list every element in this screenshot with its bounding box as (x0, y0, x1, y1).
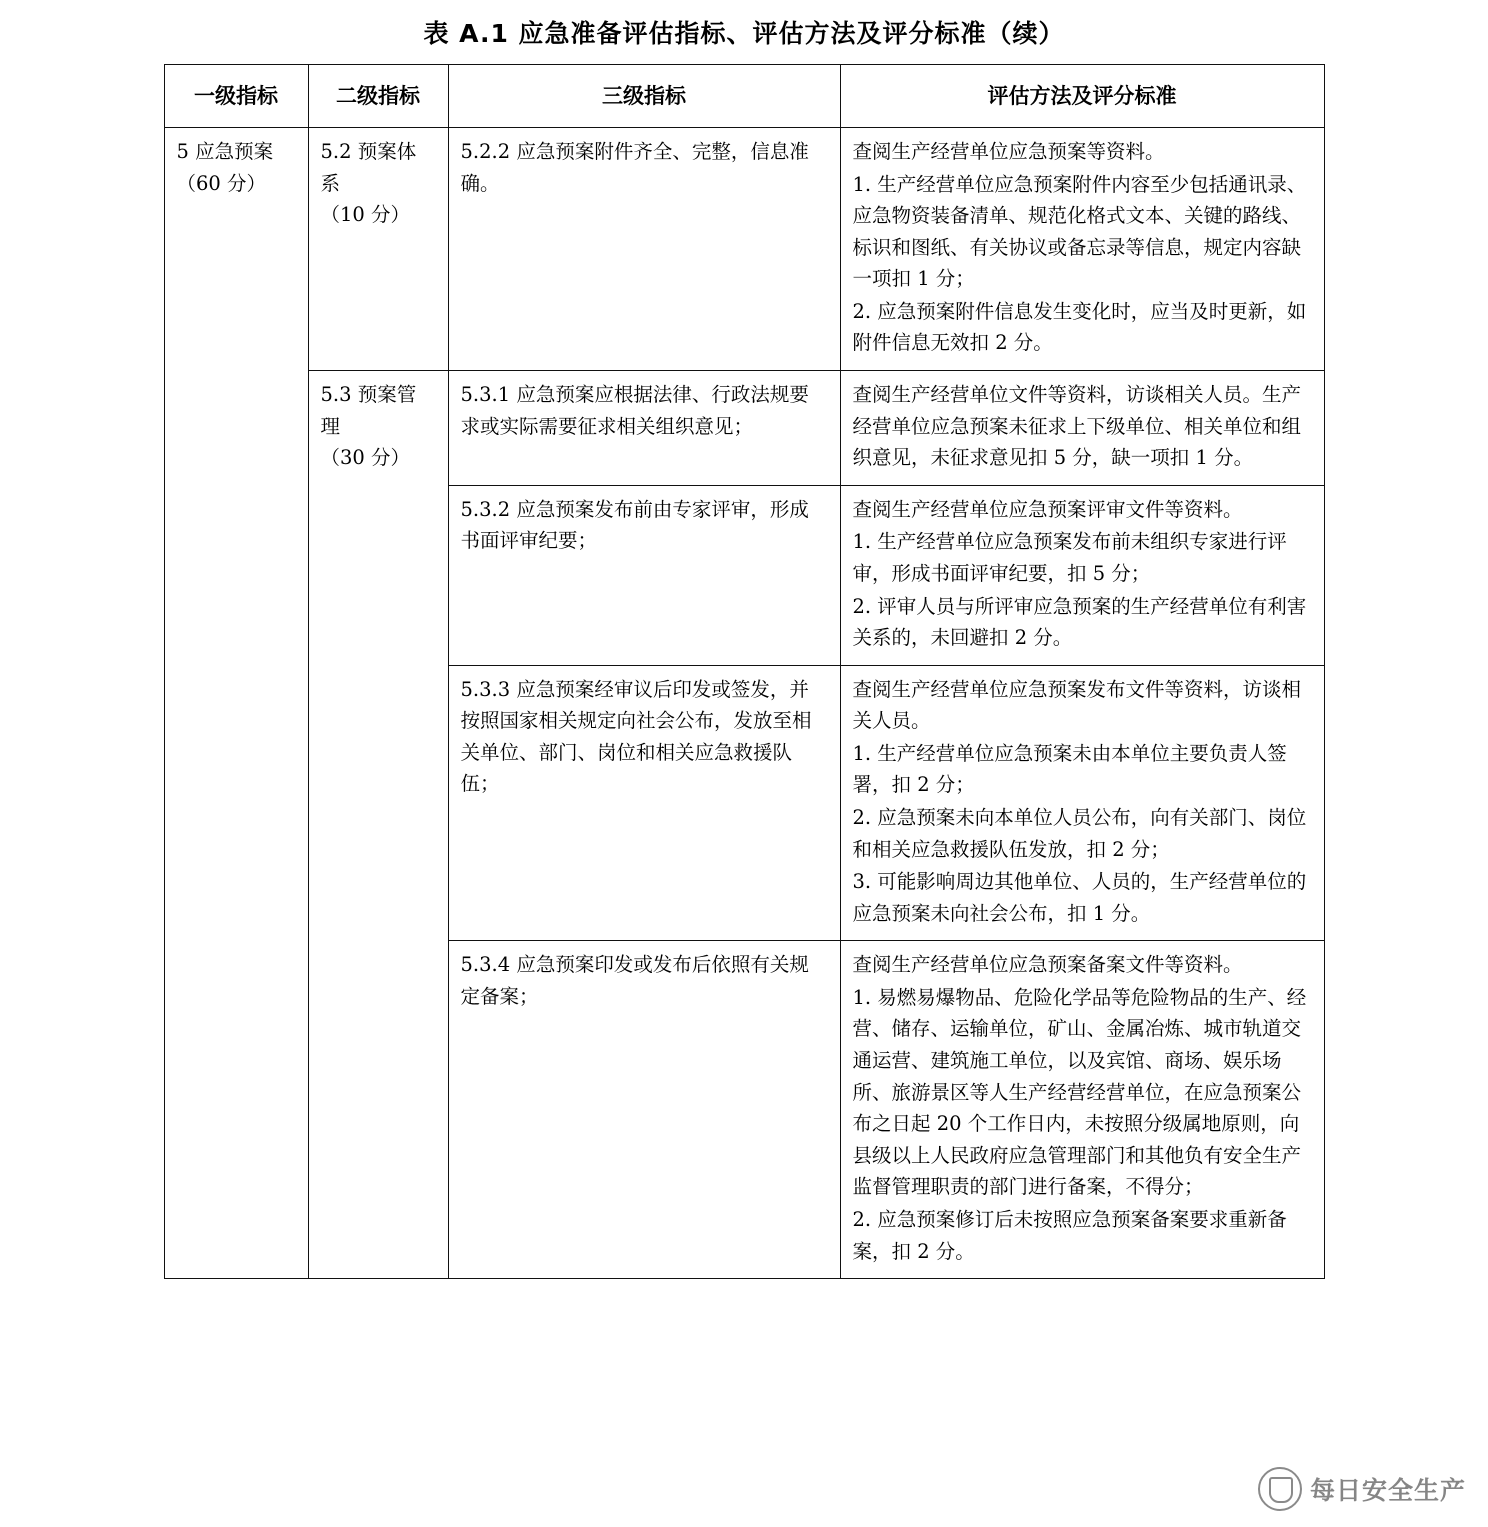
level3-indicator-532: 5.3.2 应急预案发布前由专家评审，形成书面评审纪要； (448, 485, 840, 665)
column-header-level3: 三级指标 (448, 65, 840, 128)
method-line: 2. 应急预案修订后未按照应急预案备案要求重新备案，扣 2 分。 (852, 1207, 1287, 1263)
shield-logo-icon (1258, 1467, 1302, 1511)
method-cell-533 (840, 665, 1324, 941)
level3-indicator-534: 5.3.4 应急预案印发或发布后依照有关规定备案； (448, 941, 840, 1279)
method-line: 2. 应急预案未向本单位人员公布，向有关部门、岗位和相关应急救援队伍发放，扣 2 分； (852, 806, 1307, 861)
method-line: 1. 生产经营单位应急预案发布前未组织专家进行评审，形成书面评审纪要，扣 5 分； (852, 530, 1287, 585)
method-line: 查阅生产经营单位文件等资料，访谈相关人员。生产经营单位应急预案未征求上下级单位、相关单位和组织意见，未征求意见扣 5 分，缺一项扣 1 分。 (852, 383, 1302, 470)
method-line: 2. 应急预案附件信息发生变化时，应当及时更新，如附件信息无效扣 2 分。 (852, 299, 1307, 355)
method-line: 2. 评审人员与所评审应急预案的生产经营单位有利害关系的，未回避扣 2 分。 (852, 594, 1307, 650)
method-cell-531 (840, 371, 1324, 486)
level2-52-score: （10 分） (320, 203, 411, 227)
assessment-table (164, 64, 1325, 1279)
level2-53-score: （30 分） (320, 446, 411, 470)
level2-indicator-cell-52 (308, 128, 448, 371)
page-title: 表 A.1 应急准备评估指标、评估方法及评分标准（续） (423, 19, 1065, 48)
level2-53-line1: 5.3 预案管 (320, 383, 417, 407)
watermark-text: 每日安全生产 (1309, 1476, 1466, 1505)
method-line: 查阅生产经营单位应急预案备案文件等资料。 (852, 953, 1243, 977)
level2-52-line1: 5.2 预案体 (320, 140, 417, 164)
column-header-level1: 一级指标 (164, 65, 308, 128)
watermark (1258, 1467, 1466, 1511)
method-line: 1. 生产经营单位应急预案未由本单位主要负责人签署，扣 2 分； (852, 741, 1287, 797)
level3-indicator-531: 5.3.1 应急预案应根据法律、行政法规要求或实际需要征求相关组织意见； (448, 371, 840, 486)
method-cell-522 (840, 128, 1324, 371)
table-row (164, 128, 1324, 371)
method-line: 查阅生产经营单位应急预案发布文件等资料，访谈相关人员。 (852, 677, 1302, 733)
method-line: 查阅生产经营单位应急预案等资料。 (852, 140, 1165, 164)
column-header-method: 评估方法及评分标准 (840, 65, 1324, 128)
method-line: 查阅生产经营单位应急预案评审文件等资料。 (852, 497, 1243, 521)
method-line: 1. 生产经营单位应急预案附件内容至少包括通讯录、应急物资装备清单、规范化格式文本、关键的路线、标识和图纸、有关协议或备忘录等信息，规定内容缺一项扣 1 分； (852, 172, 1307, 291)
table-header-row (164, 65, 1324, 128)
method-cell-534 (840, 941, 1324, 1279)
method-line: 1. 易燃易爆物品、危险化学品等危险物品的生产、经营、储存、运输单位，矿山、金属冶炼、城市轨道交通运营、建筑施工单位，以及宾馆、商场、娱乐场所、旅游景区等人生产经营经营单位，在应急预案公布之日起 20 个工作日内，未按照分级属地原则，向县级以上人民政府应急管理部门和其他负有安全生产监督管理职责的部门进行备案，不得分； (852, 985, 1307, 1199)
level1-indicator-cell (164, 128, 308, 1279)
table-row (164, 371, 1324, 486)
level2-52-line2: 系 (320, 171, 341, 195)
method-cell-532 (840, 485, 1324, 665)
level2-indicator-cell-53 (308, 371, 448, 1279)
level2-53-line2: 理 (320, 414, 341, 438)
level1-indicator-name: 5 应急预案 (176, 140, 274, 164)
level3-indicator-533: 5.3.3 应急预案经审议后印发或签发，并按照国家相关规定向社会公布，发放至相关单位、部门、岗位和相关应急救援队伍； (448, 665, 840, 941)
level1-indicator-score: （60 分） (176, 171, 267, 195)
column-header-level2: 二级指标 (308, 65, 448, 128)
method-line: 3. 可能影响周边其他单位、人员的，生产经营单位的应急预案未向社会公布，扣 1 分。 (852, 870, 1307, 925)
level3-indicator-522: 5.2.2 应急预案附件齐全、完整，信息准确。 (448, 128, 840, 371)
